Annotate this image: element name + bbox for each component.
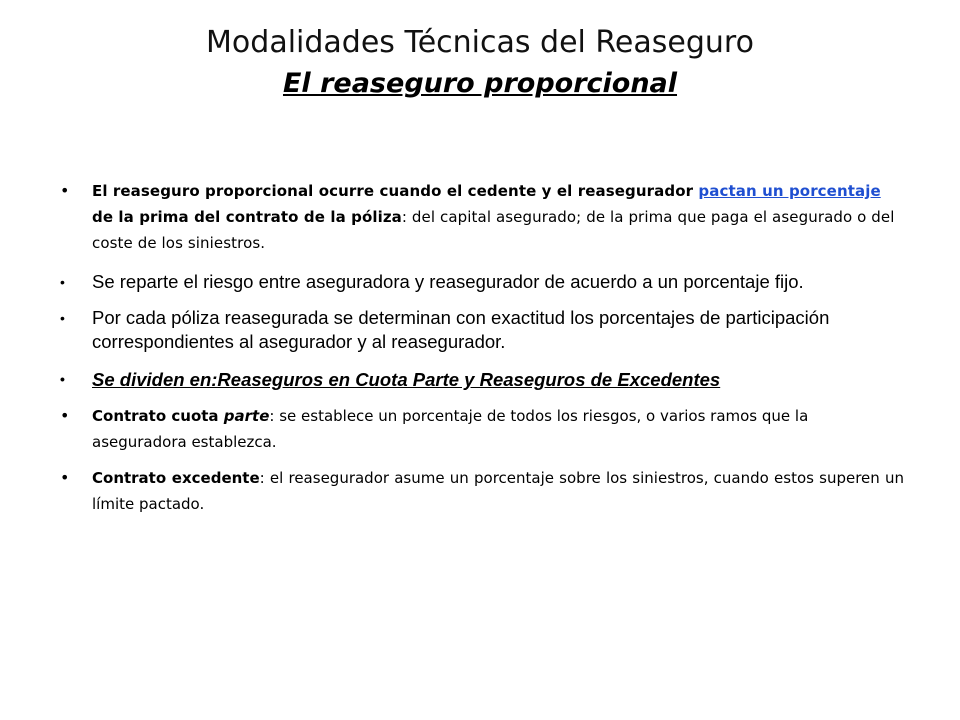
- bullet-types: [60, 368, 904, 391]
- bullet-text-bold: El reaseguro proporcional ocurre cuando el cedente y el reasegurador: [92, 182, 699, 200]
- bullet-dot: •: [60, 181, 70, 200]
- bullet-dot: •: [60, 274, 65, 290]
- bullet-text: Se reparte el riesgo entre aseguradora y reasegurador de acuerdo a un porcentaje fijo.: [92, 271, 804, 292]
- title-subtitle: El reaseguro proporcional: [282, 68, 678, 99]
- bullet-text-bold: de la prima del contrato de la póliza: [92, 208, 402, 226]
- bullet-dot: •: [60, 310, 65, 326]
- pactan-porcentaje-link[interactable]: pactan un porcentaje: [698, 182, 881, 200]
- bullet-participation: [60, 306, 904, 354]
- bullet-dot: •: [60, 468, 70, 487]
- bullet-proportional-definition: [60, 178, 904, 256]
- bullet-text: Se dividen en:Reaseguros en Cuota Parte y Reaseguros de Excedentes: [92, 369, 721, 390]
- bullet-term-italic: parte: [223, 407, 270, 425]
- bullet-dot: •: [60, 371, 65, 387]
- bullet-list: [60, 178, 904, 527]
- bullet-text: : el reasegurador asume un porcentaje sobre los siniestros, cuando estos superen un límite pactado.: [92, 469, 904, 513]
- bullet-quota-share: [60, 403, 904, 455]
- bullet-text: : se establece un porcentaje de todos los riesgos, o varios ramos que la aseguradora establezca.: [92, 407, 809, 451]
- bullet-dot: •: [60, 406, 70, 425]
- bullet-term: Contrato excedente: [92, 469, 260, 487]
- slide-title: [0, 22, 960, 104]
- title-main: Modalidades Técnicas del Reaseguro: [206, 25, 754, 60]
- bullet-text: Por cada póliza reasegurada se determinan con exactitud los porcentajes de participación correspondientes al asegurador y al reasegurador.: [92, 307, 830, 352]
- bullet-term: Contrato cuota: [92, 407, 224, 425]
- bullet-text: : del capital asegurado; de la prima que paga el asegurado o del coste de los siniestros.: [92, 208, 895, 252]
- bullet-surplus: [60, 465, 904, 517]
- bullet-risk-sharing: [60, 270, 904, 294]
